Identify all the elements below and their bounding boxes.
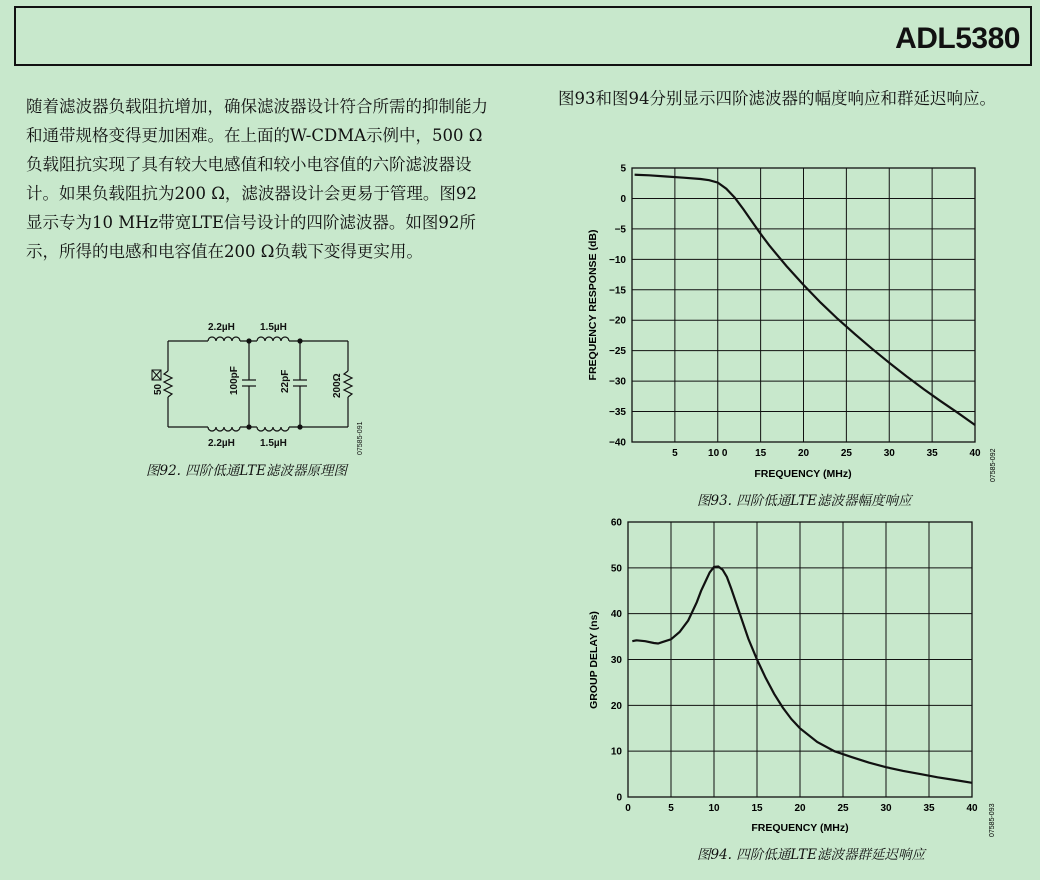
x-tick-label: 40 — [969, 448, 981, 459]
capacitor-label-c2: 22pF — [280, 369, 291, 393]
y-tick-label: 0 — [616, 792, 622, 804]
x-tick-label: 30 — [880, 803, 892, 814]
series-line — [632, 567, 972, 783]
resistor-label-load: 200Ω — [332, 373, 343, 398]
inductor-label-l1-top: 2.2µH — [208, 322, 235, 333]
y-tick-label: −20 — [609, 315, 626, 327]
x-tick-label: 10 — [708, 803, 720, 814]
y-tick-label: 60 — [610, 517, 622, 529]
y-tick-label: −30 — [609, 376, 626, 388]
body-paragraph-right: 图93和图94分别显示四阶滤波器的幅度响应和群延迟响应。 — [558, 89, 996, 108]
chart-caption: 图93. 四阶低通LTE滤波器幅度响应 — [697, 493, 912, 509]
y-tick-label: −25 — [609, 346, 626, 358]
x-tick-label: 15 — [751, 803, 763, 814]
y-tick-label: −5 — [614, 224, 626, 236]
y-tick-label: −10 — [609, 254, 626, 266]
x-tick-label: 40 — [966, 803, 978, 814]
y-tick-label: 10 — [610, 746, 622, 758]
x-tick-label: 5 — [668, 803, 674, 814]
x-tick-label: 0 — [625, 803, 631, 814]
resistor-label-source: 50 — [153, 383, 164, 395]
inductor-label-l1-bottom: 2.2µH — [208, 438, 235, 449]
x-tick-label: 35 — [926, 448, 938, 459]
x-tick-label: 25 — [837, 803, 849, 814]
y-tick-label: 40 — [610, 609, 622, 621]
x-tick-labels — [625, 803, 978, 814]
x-axis-label: FREQUENCY (MHz) — [754, 468, 852, 480]
x-axis-label: FREQUENCY (MHz) — [751, 822, 849, 834]
chart-caption: 图94. 四阶低通LTE滤波器群延迟响应 — [697, 847, 925, 863]
y-tick-labels — [611, 518, 623, 804]
part-number: ADL5380 — [895, 22, 1020, 55]
x-tick-label: 30 — [883, 448, 895, 459]
y-axis-label: GROUP DELAY (ns) — [588, 611, 600, 709]
x-tick-label: 20 — [797, 448, 810, 459]
capacitor-label-c1: 100pF — [229, 366, 240, 395]
chart-figure-id: 07585-093 — [989, 803, 996, 837]
schematic-caption: 图92. 四阶低通LTE滤波器原理图 — [146, 463, 347, 479]
y-tick-label: 50 — [610, 563, 622, 575]
y-tick-label: 20 — [610, 700, 622, 712]
x-tick-label: 20 — [794, 803, 806, 814]
chart-figure-id: 07585-092 — [990, 448, 997, 482]
x-tick-label: 25 — [840, 448, 852, 459]
y-tick-label: 0 — [620, 193, 626, 205]
y-tick-label: 5 — [620, 163, 626, 175]
y-tick-label: −15 — [609, 285, 626, 297]
x-tick-label: 5 — [672, 448, 678, 459]
x-tick-label: 35 — [923, 803, 935, 814]
y-tick-label: 30 — [610, 655, 622, 666]
x-tick-label: 15 — [755, 448, 767, 459]
body-paragraph-left: 随着滤波器负载阻抗增加，确保滤波器设计符合所需的抑制能力和通带规格变得更加困难。在上面的W-CDMA示例中，500 Ω负载阻抗实现了具有较大电感值和较小电容值的六阶滤波器设计。如果负载阻抗为200 Ω，滤波器设计会更易于管理。图92显示专为10 MHz带宽LTE信号设计的四阶滤波器。如图92所示，所得的电感和电容值在200 Ω负载下变得更实用。 — [26, 97, 488, 261]
y-axis-label: FREQUENCY RESPONSE (dB) — [587, 229, 599, 381]
chart-grid — [628, 522, 972, 797]
inductor-label-l2-bottom: 1.5µH — [260, 438, 287, 449]
x-tick-label: 10 0 — [708, 448, 728, 459]
inductor-label-l2-top: 1.5µH — [260, 322, 287, 333]
schematic-figure-id: 07585-091 — [357, 421, 364, 455]
y-tick-label: −35 — [609, 407, 626, 419]
y-tick-label: −40 — [609, 437, 626, 449]
